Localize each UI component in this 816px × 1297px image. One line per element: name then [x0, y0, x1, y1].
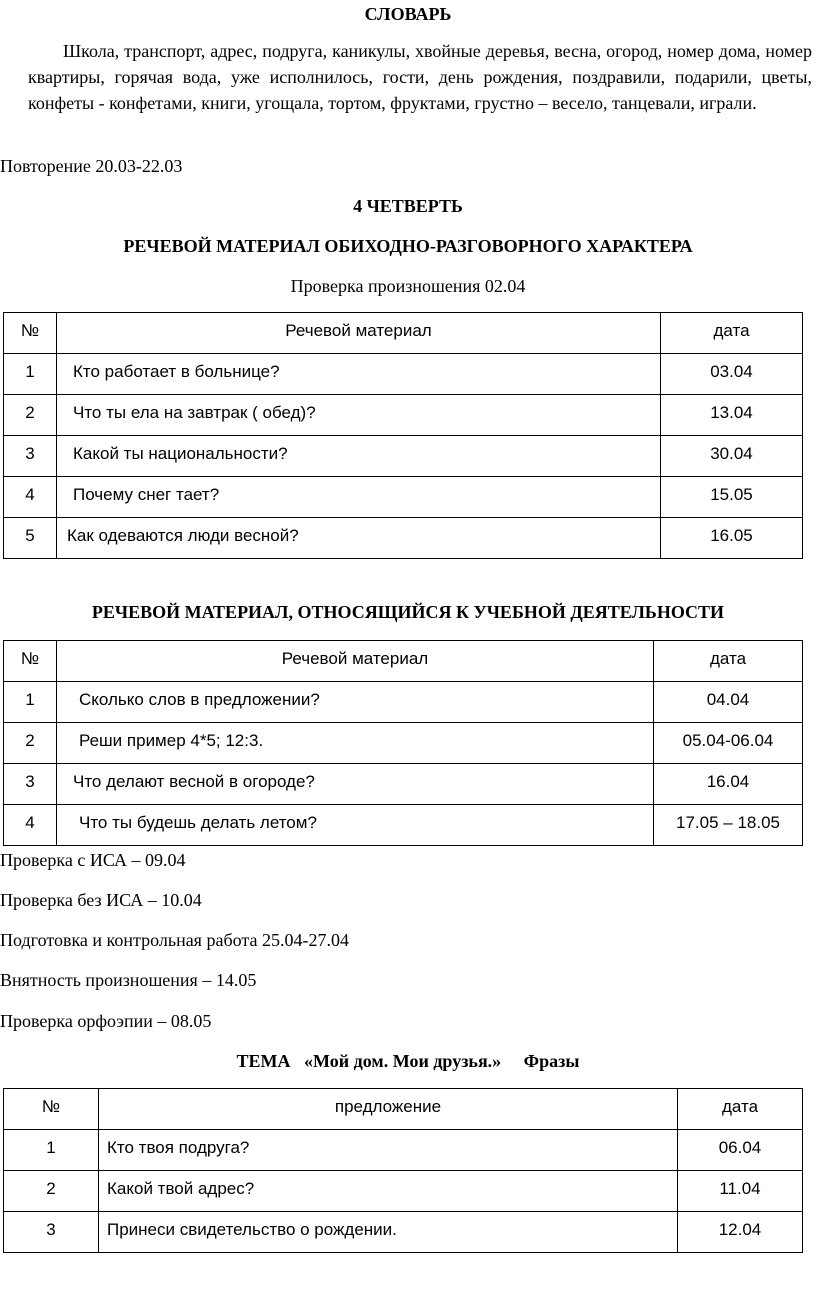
dictionary-text: Школа, транспорт, адрес, подруга, каникулы, хвойные деревья, весна, огород, номер дома, номер квартиры, горячая вода, уже исполнилось, гости, день рождения, поздравили, подарили, цветы, конфеты - конфетами, книги, угощала, тортом, фруктами, грустно – весело, танцевали, играли.	[28, 41, 812, 113]
row-text: Какой ты национальности?	[57, 436, 661, 477]
row-text: Кто работает в больнице?	[57, 354, 661, 395]
row-number: 2	[4, 1171, 99, 1212]
row-date: 16.05	[661, 518, 803, 559]
row-number: 4	[4, 805, 57, 846]
table-row	[4, 436, 803, 477]
row-number: 5	[4, 518, 57, 559]
table-row	[4, 518, 803, 559]
col-date-header: дата	[678, 1089, 803, 1130]
col-material-header: Речевой материал	[57, 313, 661, 354]
table-row	[4, 764, 803, 805]
row-number: 2	[4, 723, 57, 764]
repeat-line: Повторение 20.03-22.03	[0, 156, 183, 176]
table-row	[4, 477, 803, 518]
check-line-4: Внятность произношения – 14.05	[0, 970, 257, 990]
table-header-row	[4, 641, 803, 682]
check-line-5: Проверка орфоэпии – 08.05	[0, 1011, 212, 1031]
table-row	[4, 805, 803, 846]
row-date: 17.05 – 18.05	[654, 805, 803, 846]
row-text: Какой твой адрес?	[99, 1171, 678, 1212]
table-row	[4, 1130, 803, 1171]
table-header-row	[4, 1089, 803, 1130]
dictionary-title: СЛОВАРЬ	[364, 4, 452, 24]
row-text: Что делают весной в огороде?	[57, 764, 654, 805]
table-row	[4, 395, 803, 436]
row-date: 16.04	[654, 764, 803, 805]
row-number: 1	[4, 1130, 99, 1171]
row-text: Что ты будешь делать летом?	[57, 805, 654, 846]
table-row	[4, 1171, 803, 1212]
check-line-1: Проверка с ИСА – 09.04	[0, 850, 186, 870]
row-date: 11.04	[678, 1171, 803, 1212]
table-row	[4, 682, 803, 723]
row-text: Принеси свидетельство о рождении.	[99, 1212, 678, 1253]
speech-table-1	[3, 312, 803, 559]
row-number: 4	[4, 477, 57, 518]
phrases-table	[3, 1088, 803, 1253]
check-line-3: Подготовка и контрольная работа 25.04-27.04	[0, 930, 349, 950]
row-text: Сколько слов в предложении?	[57, 682, 654, 723]
check-line-2: Проверка без ИСА – 10.04	[0, 890, 202, 910]
col-date-header: дата	[654, 641, 803, 682]
table-row	[4, 1212, 803, 1253]
speech-table-2	[3, 640, 803, 846]
row-date: 05.04-06.04	[654, 723, 803, 764]
row-date: 12.04	[678, 1212, 803, 1253]
row-number: 2	[4, 395, 57, 436]
col-number-header: №	[4, 313, 57, 354]
row-date: 04.04	[654, 682, 803, 723]
section2-title: РЕЧЕВОЙ МАТЕРИАЛ, ОТНОСЯЩИЙСЯ К УЧЕБНОЙ ДЕЯТЕЛЬНОСТИ	[91, 602, 725, 622]
quarter-title: 4 ЧЕТВЕРТЬ	[353, 196, 463, 216]
col-date-header: дата	[661, 313, 803, 354]
row-text: Что ты ела на завтрак ( обед)?	[57, 395, 661, 436]
row-number: 3	[4, 436, 57, 477]
row-number: 1	[4, 354, 57, 395]
row-text: Почему снег тает?	[57, 477, 661, 518]
section1-subtitle: Проверка произношения 02.04	[290, 276, 526, 296]
row-date: 15.05	[661, 477, 803, 518]
col-number-header: №	[4, 641, 57, 682]
section1-title: РЕЧЕВОЙ МАТЕРИАЛ ОБИХОДНО-РАЗГОВОРНОГО ХАРАКТЕРА	[123, 236, 693, 256]
row-date: 13.04	[661, 395, 803, 436]
col-number-header: №	[4, 1089, 99, 1130]
row-number: 3	[4, 764, 57, 805]
row-number: 1	[4, 682, 57, 723]
section3-title: ТЕМА «Мой дом. Мои друзья.» Фразы	[236, 1051, 580, 1071]
col-material-header: Речевой материал	[57, 641, 654, 682]
row-date: 30.04	[661, 436, 803, 477]
row-text: Кто твоя подруга?	[99, 1130, 678, 1171]
row-number: 3	[4, 1212, 99, 1253]
table-row	[4, 723, 803, 764]
col-sentence-header: предложение	[99, 1089, 678, 1130]
table-row	[4, 354, 803, 395]
table-header-row	[4, 313, 803, 354]
row-text: Реши пример 4*5; 12:3.	[57, 723, 654, 764]
row-text: Как одеваются люди весной?	[57, 518, 661, 559]
row-date: 06.04	[678, 1130, 803, 1171]
row-date: 03.04	[661, 354, 803, 395]
